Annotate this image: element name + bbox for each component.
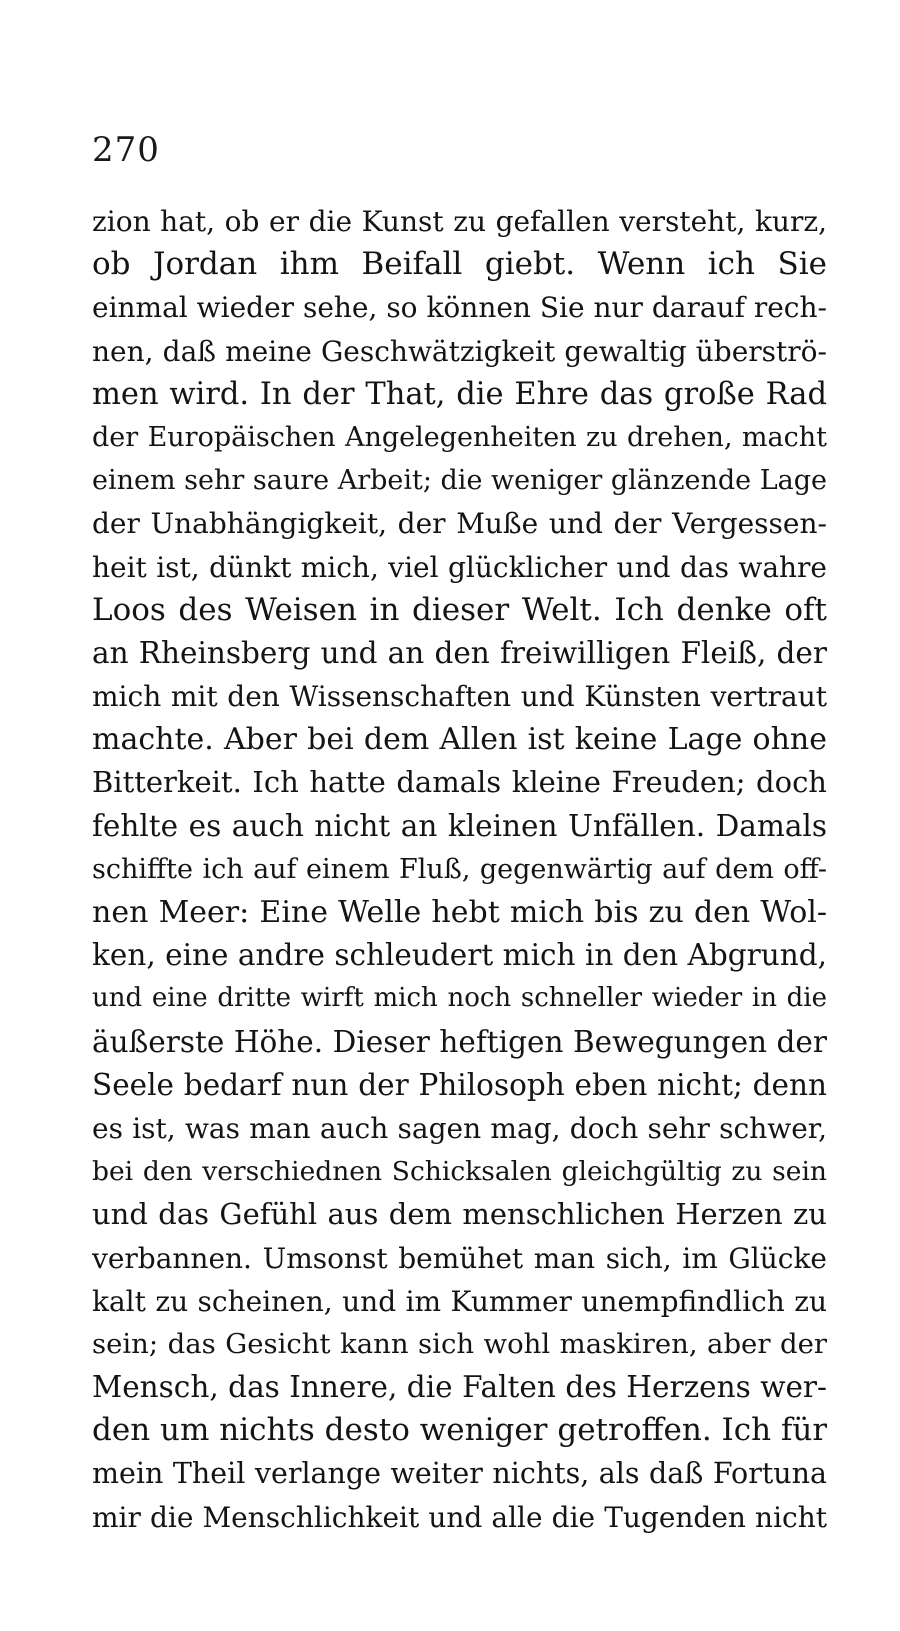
text-line: nen, daß meine Geschwätzigkeit gewaltig überströ- (92, 334, 827, 368)
text-line: Mensch, das Innere, die Falten des Herzens wer- (92, 1370, 827, 1405)
text-line: der Unabhängigkeit, der Muße und der Vergessen- (92, 507, 827, 541)
text-line: fehlte es auch nicht an kleinen Unfällen. Damals (92, 808, 827, 843)
text-line: und das Gefühl aus dem menschlichen Herzen zu (92, 1197, 827, 1232)
text-line: sein; das Gesicht kann sich wohl maskiren, aber der (92, 1327, 827, 1360)
text-line: an Rheinsberg und an den freiwilligen Fleiß, der (92, 635, 827, 670)
text-line: einem sehr saure Arbeit; die weniger glänzende Lage (92, 465, 827, 497)
text-line: zion hat, ob er die Kunst zu gefallen versteht, kurz, (92, 205, 827, 238)
text-line: mein Theil verlange weiter nichts, als daß Fortuna (92, 1457, 827, 1491)
text-line: und eine dritte wirft mich noch schneller wieder in die (92, 983, 827, 1014)
text-line: verbannen. Umsonst bemühet man sich, im Glücke (92, 1241, 827, 1275)
text-line: nen Meer: Eine Welle hebt mich bis zu den Wol- (92, 895, 827, 930)
text-line: Bitterkeit. Ich hatte damals kleine Freuden; doch (92, 765, 827, 800)
text-line: äußerste Höhe. Dieser heftigen Bewegungen der (92, 1024, 827, 1059)
text-line: Seele bedarf nun der Philosoph eben nicht; denn (92, 1067, 827, 1102)
text-line: machte. Aber bei dem Allen ist keine Lage ohne (92, 722, 827, 758)
text-line: einmal wieder sehe, so können Sie nur darauf rech- (92, 291, 827, 325)
text-line: bei den verschiednen Schicksalen gleichgültig zu sein (92, 1156, 827, 1188)
text-line: kalt zu scheinen, und im Kummer unempfindlich zu (92, 1284, 827, 1318)
text-line: ken, eine andre schleudert mich in den Abgrund, (92, 938, 827, 973)
text-line: schiffte ich auf einem Fluß, gegenwärtig auf dem off- (92, 853, 827, 885)
body-text (92, 200, 827, 1539)
text-line: mir die Menschlichkeit und alle die Tugenden nicht (92, 1500, 827, 1534)
page-number: 270 (92, 130, 160, 170)
text-line: Loos des Weisen in dieser Welt. Ich denke oft (92, 591, 827, 628)
text-line: es ist, was man auch sagen mag, doch sehr schwer, (92, 1111, 827, 1145)
text-line: men wird. In der That, die Ehre das große Rad (92, 376, 827, 412)
text-line: heit ist, dünkt mich, viel glücklicher und das wahre (92, 550, 827, 584)
text-line: ob Jordan ihm Beifall giebt. Wenn ich Sie (92, 246, 827, 283)
text-line: den um nichts desto weniger getroffen. Ich für (92, 1412, 827, 1449)
text-line: der Europäischen Angelegenheiten zu drehen, macht (92, 421, 827, 453)
text-line: mich mit den Wissenschaften und Künsten vertraut (92, 680, 827, 714)
